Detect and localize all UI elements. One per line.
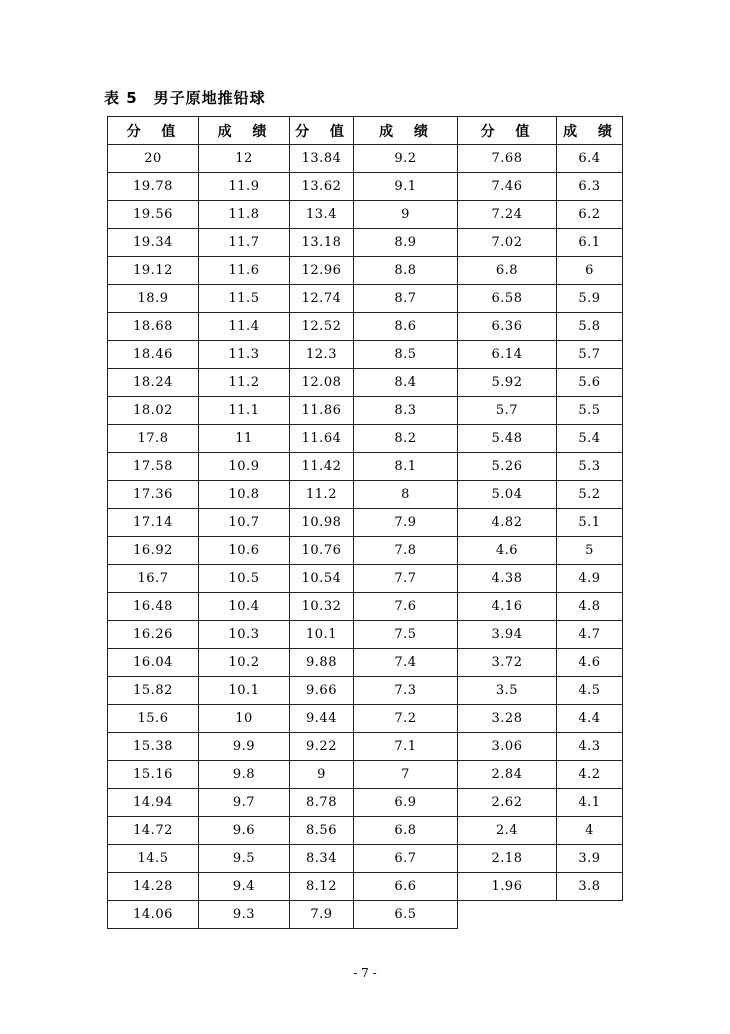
result-cell: 4.8	[557, 593, 623, 621]
score-cell: 4.82	[458, 509, 557, 537]
score-cell: 5.92	[458, 369, 557, 397]
result-cell: 4.5	[557, 677, 623, 705]
table-row	[108, 873, 623, 901]
result-cell: 6.5	[354, 901, 458, 929]
empty-cell	[458, 901, 557, 929]
result-cell: 4.3	[557, 733, 623, 761]
score-cell: 7.24	[458, 201, 557, 229]
result-cell: 7.4	[354, 649, 458, 677]
result-cell: 10.8	[199, 481, 290, 509]
result-cell: 11.7	[199, 229, 290, 257]
result-cell: 8.2	[354, 425, 458, 453]
table-row	[108, 817, 623, 845]
table-row	[108, 313, 623, 341]
table-row	[108, 229, 623, 257]
result-cell: 9.4	[199, 873, 290, 901]
table-row	[108, 705, 623, 733]
table-row	[108, 453, 623, 481]
score-cell: 5.7	[458, 397, 557, 425]
result-cell: 9.2	[354, 145, 458, 173]
score-cell: 14.06	[108, 901, 199, 929]
result-cell: 5.9	[557, 285, 623, 313]
table-row	[108, 845, 623, 873]
score-cell: 3.28	[458, 705, 557, 733]
score-cell: 11.42	[290, 453, 354, 481]
score-cell: 9.22	[290, 733, 354, 761]
result-cell: 6.6	[354, 873, 458, 901]
result-cell: 6.8	[354, 817, 458, 845]
score-cell: 14.72	[108, 817, 199, 845]
score-cell: 6.14	[458, 341, 557, 369]
score-cell: 16.7	[108, 565, 199, 593]
score-cell: 7.9	[290, 901, 354, 929]
score-cell: 8.12	[290, 873, 354, 901]
result-cell: 3.9	[557, 845, 623, 873]
result-cell: 5.2	[557, 481, 623, 509]
score-cell: 10.76	[290, 537, 354, 565]
result-cell: 11.8	[199, 201, 290, 229]
score-cell: 6.8	[458, 257, 557, 285]
result-cell: 9.3	[199, 901, 290, 929]
table-row	[108, 173, 623, 201]
score-cell: 2.62	[458, 789, 557, 817]
score-cell: 19.12	[108, 257, 199, 285]
result-cell: 11.9	[199, 173, 290, 201]
result-cell: 3.8	[557, 873, 623, 901]
result-cell: 6.1	[557, 229, 623, 257]
score-cell: 9	[290, 761, 354, 789]
score-cell: 18.9	[108, 285, 199, 313]
score-cell: 7.02	[458, 229, 557, 257]
result-cell: 5	[557, 537, 623, 565]
score-cell: 8.34	[290, 845, 354, 873]
result-cell: 10	[199, 705, 290, 733]
result-cell: 8.6	[354, 313, 458, 341]
score-cell: 18.02	[108, 397, 199, 425]
result-cell: 11	[199, 425, 290, 453]
result-cell: 7.2	[354, 705, 458, 733]
score-cell: 10.32	[290, 593, 354, 621]
score-cell: 15.82	[108, 677, 199, 705]
result-cell: 9.8	[199, 761, 290, 789]
score-cell: 5.26	[458, 453, 557, 481]
score-cell: 12.96	[290, 257, 354, 285]
result-cell: 6.2	[557, 201, 623, 229]
result-cell: 10.6	[199, 537, 290, 565]
result-cell: 8.5	[354, 341, 458, 369]
table-row	[108, 901, 623, 929]
result-cell: 10.5	[199, 565, 290, 593]
score-cell: 13.18	[290, 229, 354, 257]
score-cell: 20	[108, 145, 199, 173]
result-cell: 9.7	[199, 789, 290, 817]
score-cell: 10.54	[290, 565, 354, 593]
result-cell: 6	[557, 257, 623, 285]
result-cell: 6.3	[557, 173, 623, 201]
score-cell: 6.36	[458, 313, 557, 341]
table-row	[108, 789, 623, 817]
column-header: 成 绩	[199, 117, 290, 145]
result-cell: 5.7	[557, 341, 623, 369]
column-header: 成 绩	[354, 117, 458, 145]
result-cell: 7.6	[354, 593, 458, 621]
result-cell: 10.2	[199, 649, 290, 677]
result-cell: 8	[354, 481, 458, 509]
table-row	[108, 593, 623, 621]
result-cell: 6.9	[354, 789, 458, 817]
score-cell: 13.84	[290, 145, 354, 173]
table-row	[108, 257, 623, 285]
score-cell: 3.94	[458, 621, 557, 649]
score-cell: 17.36	[108, 481, 199, 509]
result-cell: 7.5	[354, 621, 458, 649]
table-row	[108, 425, 623, 453]
result-cell: 6.4	[557, 145, 623, 173]
score-cell: 6.58	[458, 285, 557, 313]
score-cell: 4.16	[458, 593, 557, 621]
score-cell: 18.46	[108, 341, 199, 369]
result-cell: 5.1	[557, 509, 623, 537]
result-cell: 10.1	[199, 677, 290, 705]
score-cell: 16.48	[108, 593, 199, 621]
result-cell: 11.5	[199, 285, 290, 313]
score-cell: 10.1	[290, 621, 354, 649]
score-cell: 19.56	[108, 201, 199, 229]
table-row	[108, 285, 623, 313]
result-cell: 4.7	[557, 621, 623, 649]
score-cell: 17.14	[108, 509, 199, 537]
score-cell: 1.96	[458, 873, 557, 901]
score-cell: 15.38	[108, 733, 199, 761]
column-header: 分 值	[458, 117, 557, 145]
result-cell: 10.7	[199, 509, 290, 537]
score-cell: 12.08	[290, 369, 354, 397]
table-row	[108, 621, 623, 649]
table-row	[108, 341, 623, 369]
result-cell: 4.1	[557, 789, 623, 817]
table-row	[108, 649, 623, 677]
score-cell: 11.2	[290, 481, 354, 509]
table-row	[108, 677, 623, 705]
score-cell: 17.58	[108, 453, 199, 481]
score-cell: 12.74	[290, 285, 354, 313]
result-cell: 7.1	[354, 733, 458, 761]
score-cell: 3.5	[458, 677, 557, 705]
result-cell: 11.4	[199, 313, 290, 341]
table-body	[108, 145, 623, 929]
table-header-row	[108, 117, 623, 145]
score-cell: 5.04	[458, 481, 557, 509]
score-cell: 9.44	[290, 705, 354, 733]
result-cell: 5.8	[557, 313, 623, 341]
result-cell: 10.4	[199, 593, 290, 621]
result-cell: 10.9	[199, 453, 290, 481]
score-cell: 14.28	[108, 873, 199, 901]
score-cell: 7.68	[458, 145, 557, 173]
result-cell: 12	[199, 145, 290, 173]
score-cell: 17.8	[108, 425, 199, 453]
table-row	[108, 509, 623, 537]
page-number: - 7 -	[353, 966, 377, 980]
score-cell: 2.4	[458, 817, 557, 845]
score-cell: 5.48	[458, 425, 557, 453]
score-cell: 3.06	[458, 733, 557, 761]
result-cell: 9.6	[199, 817, 290, 845]
score-cell: 12.52	[290, 313, 354, 341]
result-cell: 7.9	[354, 509, 458, 537]
score-cell: 4.6	[458, 537, 557, 565]
result-cell: 5.3	[557, 453, 623, 481]
result-cell: 10.3	[199, 621, 290, 649]
score-cell: 16.92	[108, 537, 199, 565]
table-row	[108, 397, 623, 425]
result-cell: 5.6	[557, 369, 623, 397]
score-cell: 13.62	[290, 173, 354, 201]
table-row	[108, 733, 623, 761]
score-cell: 7.46	[458, 173, 557, 201]
result-cell: 9.5	[199, 845, 290, 873]
result-cell: 5.5	[557, 397, 623, 425]
column-header: 分 值	[290, 117, 354, 145]
result-cell: 11.3	[199, 341, 290, 369]
table-row	[108, 761, 623, 789]
table-row	[108, 201, 623, 229]
table-row	[108, 537, 623, 565]
score-cell: 18.24	[108, 369, 199, 397]
score-cell: 10.98	[290, 509, 354, 537]
result-cell: 8.7	[354, 285, 458, 313]
score-cell: 9.88	[290, 649, 354, 677]
score-cell: 18.68	[108, 313, 199, 341]
result-cell: 4.6	[557, 649, 623, 677]
result-cell: 11.1	[199, 397, 290, 425]
score-cell: 3.72	[458, 649, 557, 677]
result-cell: 8.3	[354, 397, 458, 425]
result-cell: 8.4	[354, 369, 458, 397]
empty-cell	[557, 901, 623, 929]
score-cell: 12.3	[290, 341, 354, 369]
score-cell: 15.6	[108, 705, 199, 733]
result-cell: 4	[557, 817, 623, 845]
column-header: 分 值	[108, 117, 199, 145]
score-cell: 19.78	[108, 173, 199, 201]
result-cell: 4.4	[557, 705, 623, 733]
score-cell: 4.38	[458, 565, 557, 593]
result-cell: 9.9	[199, 733, 290, 761]
column-header: 成 绩	[557, 117, 623, 145]
result-cell: 8.1	[354, 453, 458, 481]
table-row	[108, 145, 623, 173]
result-cell: 9.1	[354, 173, 458, 201]
table-title: 表 5 男子原地推铅球	[104, 89, 266, 107]
score-cell: 9.66	[290, 677, 354, 705]
result-cell: 7.3	[354, 677, 458, 705]
score-cell: 14.94	[108, 789, 199, 817]
score-cell: 11.64	[290, 425, 354, 453]
score-cell: 14.5	[108, 845, 199, 873]
score-table	[107, 116, 623, 929]
result-cell: 6.7	[354, 845, 458, 873]
result-cell: 9	[354, 201, 458, 229]
result-cell: 8.9	[354, 229, 458, 257]
result-cell: 7.8	[354, 537, 458, 565]
result-cell: 8.8	[354, 257, 458, 285]
score-cell: 2.18	[458, 845, 557, 873]
result-cell: 5.4	[557, 425, 623, 453]
score-cell: 15.16	[108, 761, 199, 789]
score-cell: 19.34	[108, 229, 199, 257]
result-cell: 11.2	[199, 369, 290, 397]
result-cell: 4.9	[557, 565, 623, 593]
score-cell: 13.4	[290, 201, 354, 229]
score-cell: 16.26	[108, 621, 199, 649]
score-cell: 2.84	[458, 761, 557, 789]
table-row	[108, 565, 623, 593]
table-row	[108, 369, 623, 397]
result-cell: 11.6	[199, 257, 290, 285]
score-cell: 11.86	[290, 397, 354, 425]
score-cell: 8.56	[290, 817, 354, 845]
result-cell: 4.2	[557, 761, 623, 789]
result-cell: 7	[354, 761, 458, 789]
table-row	[108, 481, 623, 509]
score-cell: 8.78	[290, 789, 354, 817]
score-cell: 16.04	[108, 649, 199, 677]
result-cell: 7.7	[354, 565, 458, 593]
